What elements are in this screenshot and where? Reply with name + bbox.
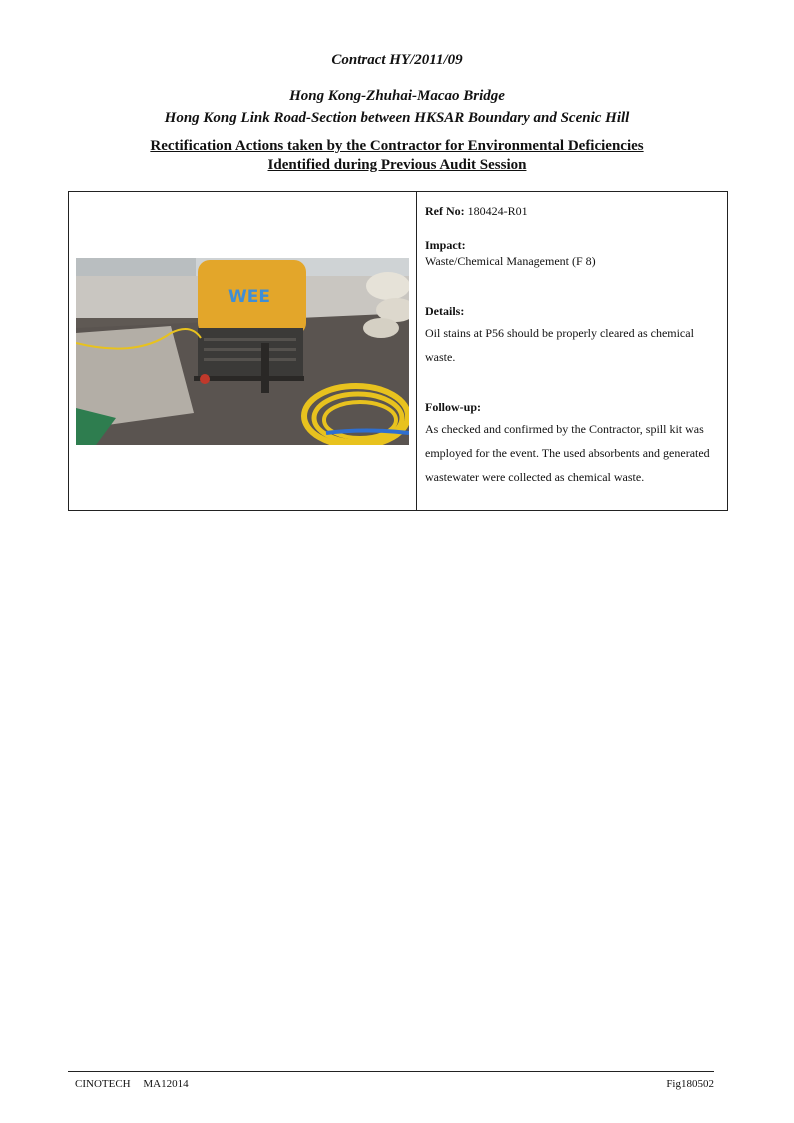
- equipment-marking: WEE: [228, 287, 270, 307]
- footer-doc-code: MA12014: [143, 1078, 189, 1090]
- ref-value: 180424-R01: [467, 204, 528, 218]
- title-line-2: Identified during Previous Audit Session: [267, 157, 527, 173]
- title-line-1: Rectification Actions taken by the Contractor for Environmental Deficiencies: [150, 138, 644, 154]
- column-divider: [416, 192, 417, 510]
- impact-label: Impact:: [425, 238, 466, 252]
- project-title: [0, 85, 794, 129]
- site-photo-illustration: [76, 258, 409, 445]
- footer-figure-ref: Fig180502: [666, 1078, 714, 1090]
- footer-company: CINOTECH: [75, 1078, 131, 1090]
- document-title: [0, 137, 794, 175]
- project-line-1: Hong Kong-Zhuhai-Macao Bridge: [289, 88, 505, 104]
- impact-section: [425, 237, 596, 269]
- followup-label: Follow-up:: [425, 400, 482, 414]
- details-label: Details:: [425, 304, 465, 318]
- details-section: [425, 303, 725, 369]
- record-table: [68, 191, 728, 511]
- followup-text: As checked and confirmed by the Contractor, spill kit was employed for the event. The used absorbents and generated wastewater were collected as chemical waste.: [425, 422, 710, 484]
- ref-label: Ref No:: [425, 204, 465, 218]
- footer-left: [75, 1078, 199, 1090]
- contract-number: Contract HY/2011/09: [331, 52, 463, 68]
- footer-rule: [68, 1071, 714, 1072]
- site-photo: [76, 258, 409, 445]
- impact-value: Waste/Chemical Management (F 8): [425, 254, 596, 268]
- details-text: Oil stains at P56 should be properly cleared as chemical waste.: [425, 326, 694, 364]
- followup-section: [425, 399, 725, 489]
- project-line-2: Hong Kong Link Road-Section between HKSAR Boundary and Scenic Hill: [164, 110, 630, 126]
- ref-number: [425, 199, 528, 223]
